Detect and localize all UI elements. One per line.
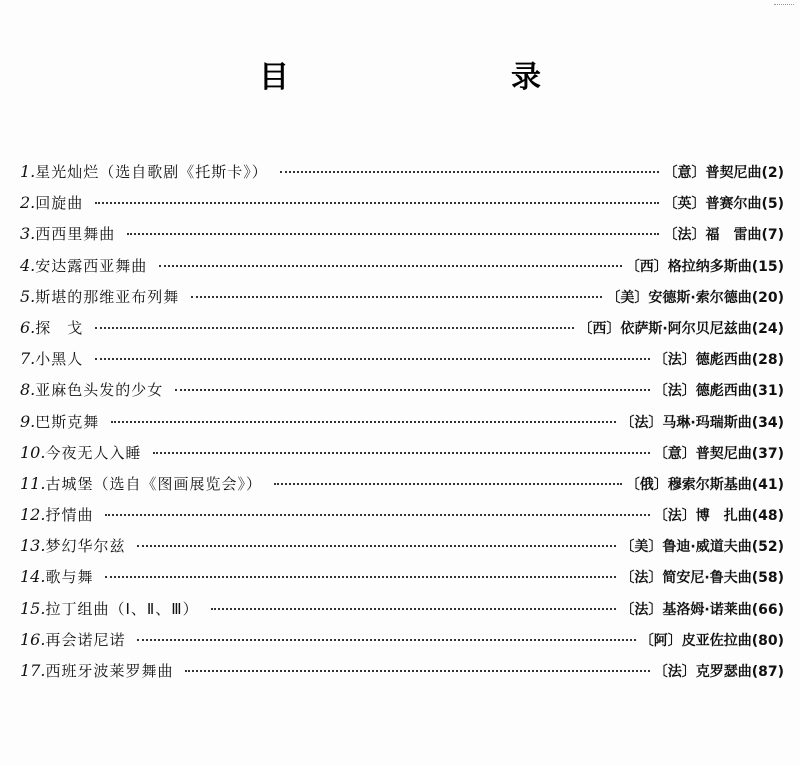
entry-composer-page: 〔俄〕穆索尔斯基曲(41) [625,476,784,493]
entry-composer-page: 〔法〕简安尼·鲁夫曲(58) [620,570,784,587]
entry-title: 探 戈 [35,318,84,337]
leader-dots [211,608,617,610]
entry-title: 再会诺尼诺 [45,630,126,649]
toc-entry [20,660,784,691]
entry-title: 抒情曲 [45,506,94,525]
entry-composer-page: 〔法〕德彪西曲(31) [653,383,784,400]
toc-entry [20,504,784,535]
entry-title: 星光灿烂（选自歌剧《托斯卡》） [35,163,268,181]
leader-dots [159,265,621,267]
leader-dots [274,483,622,485]
entry-title: 歌与舞 [45,568,94,587]
toc-entry [20,223,784,254]
entry-number: 10. [20,442,46,462]
entry-number: 9. [20,411,36,431]
entry-number: 4. [20,255,36,275]
toc-entry [20,255,784,286]
page-title: 目 录 [259,60,637,95]
entry-composer-page: 〔法〕福 雷曲(7) [663,227,784,244]
scan-mark [774,4,794,8]
leader-dots [175,389,649,391]
entry-number: 12. [20,505,46,525]
entry-title: 亚麻色头发的少女 [35,381,164,400]
entry-number: 1. [20,162,36,181]
entry-number: 6. [20,317,36,337]
entry-title: 梦幻华尔兹 [45,537,126,556]
toc-entry [20,629,784,660]
entry-composer-page: 〔美〕鲁迪·威道夫曲(52) [620,539,784,556]
toc-entry [20,566,784,597]
entry-title: 今夜无人入睡 [45,443,142,462]
entry-title: 小黑人 [35,350,84,369]
toc-entry [20,317,784,348]
entry-number: 11. [20,473,46,493]
entry-number: 5. [20,286,36,306]
entry-number: 15. [20,598,46,618]
entry-number: 3. [20,224,36,244]
leader-dots [95,358,649,360]
leader-dots [111,421,616,423]
table-of-contents [20,161,784,691]
entry-composer-page: 〔法〕马琳·玛瑞斯曲(34) [620,414,784,431]
entry-composer-page: 〔法〕基洛姆·诺莱曲(66) [620,601,784,618]
leader-dots [185,670,649,672]
entry-composer-page: 〔意〕普契尼曲(37) [653,445,784,462]
entry-title: 回旋曲 [35,194,84,213]
toc-entry [20,411,784,442]
leader-dots [191,296,602,298]
entry-composer-page: 〔意〕普契尼曲(2) [663,165,784,181]
entry-title: 古城堡（选自《图画展览会》） [45,474,262,493]
toc-entry [20,473,784,504]
entry-title: 巴斯克舞 [35,412,100,431]
entry-title: 斯堪的那维亚布列舞 [35,287,180,306]
entry-composer-page: 〔法〕博 扎曲(48) [653,508,784,525]
leader-dots [137,545,616,547]
entry-number: 8. [20,380,36,400]
entry-title: 西班牙波莱罗舞曲 [45,662,174,680]
leader-dots [127,233,659,235]
leader-dots [137,639,635,641]
entry-composer-page: 〔西〕依萨斯·阿尔贝尼兹曲(24) [578,320,784,337]
toc-entry [20,161,784,192]
entry-number: 13. [20,536,46,556]
entry-composer-page: 〔英〕普赛尔曲(5) [663,196,784,213]
toc-entry [20,598,784,629]
entry-number: 16. [20,629,46,649]
toc-entry [20,286,784,317]
entry-composer-page: 〔美〕安德斯·索尔德曲(20) [606,289,784,306]
entry-composer-page: 〔阿〕皮亚佐拉曲(80) [639,632,784,649]
entry-title: 安达露西亚舞曲 [35,256,148,275]
leader-dots [280,171,660,173]
entry-composer-page: 〔法〕德彪西曲(28) [653,352,784,369]
entry-number: 17. [20,661,46,680]
leader-dots [105,514,649,516]
entry-number: 2. [20,193,36,213]
leader-dots [153,452,649,454]
toc-entry [20,535,784,566]
entry-title: 拉丁组曲（Ⅰ、Ⅱ、Ⅲ） [45,599,199,618]
entry-number: 7. [20,349,36,369]
toc-entry [20,192,784,223]
entry-title: 西西里舞曲 [35,225,116,244]
leader-dots [95,327,574,329]
entry-composer-page: 〔西〕格拉纳多斯曲(15) [625,258,784,275]
toc-entry [20,348,784,379]
entry-number: 14. [20,567,46,587]
entry-composer-page: 〔法〕克罗瑟曲(87) [653,664,784,680]
toc-entry [20,379,784,410]
leader-dots [95,202,659,204]
leader-dots [105,576,616,578]
toc-entry [20,442,784,473]
